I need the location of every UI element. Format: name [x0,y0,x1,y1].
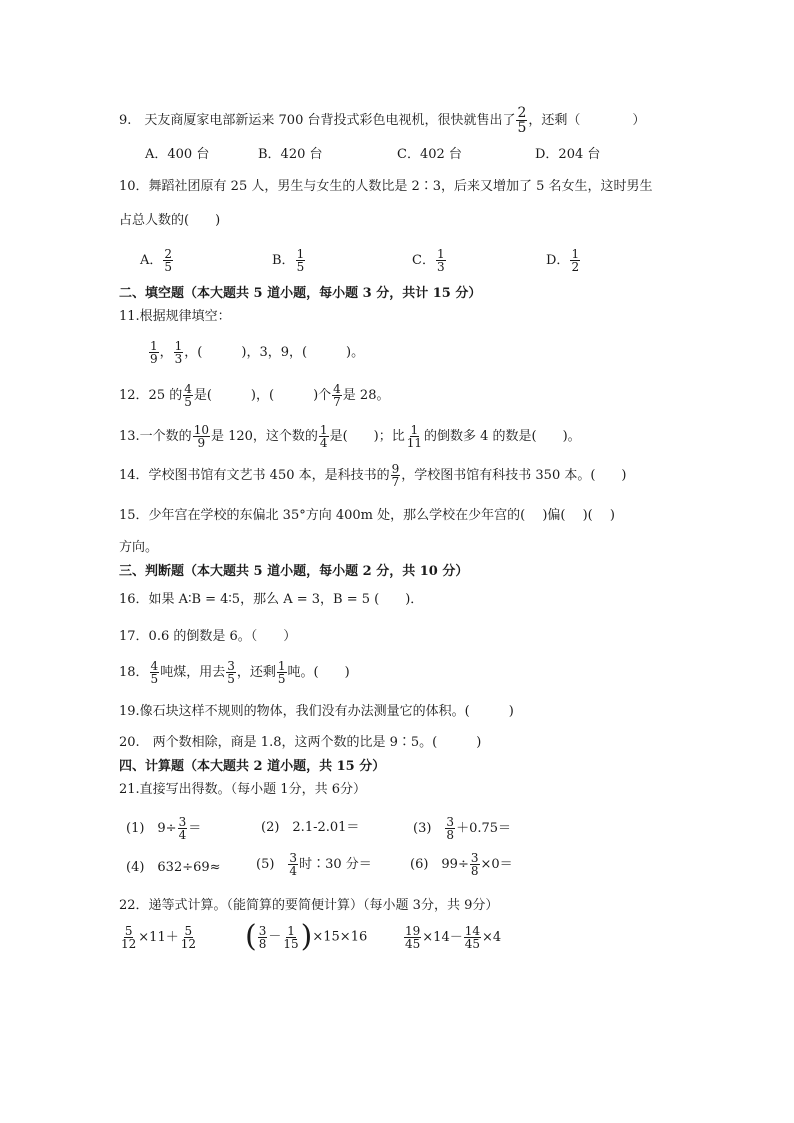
question-14: 14．学校图书馆有文艺书 450 本，是科技书的 $\frac{9}{7}$ ，学校图书馆有科技书 350 本。( ) [119,462,627,489]
question-13: 13.一个数的 $\frac{10}{9}$ 是 120，这个数的 $\frac{1}{4}$ 是( )；比 $\frac{1}{11}$ 的倒数多 4 的数是( )。 [119,423,581,450]
q9-option-b: B．420 台 [258,147,323,162]
q10-option-c: C． $\frac{1}{3}$ [412,247,445,274]
q10-option-a: A． $\frac{2}{5}$ [140,247,173,274]
q21-item-2: (2) 2.1-2.01＝ [261,820,360,835]
question-15-line1: 15．少年宫在学校的东偏北 35°方向 400m 处，那么学校在少年宫的( )偏( )( ) [119,508,615,523]
q9-option-a: A．400 台 [145,147,210,162]
question-12: 12．25 的 $\frac{4}{5}$ 是( )，( )个 $\frac{4}{7}$ 是 28。 [119,382,390,409]
q22-expression-1: $\frac{5}{12}$ ×11＋ $\frac{5}{12}$ [121,924,196,951]
q9-option-c: C．402 台 [397,147,462,162]
question-18: 18． $\frac{4}{5}$ 吨煤，用去 $\frac{3}{5}$ ，还剩 $\frac{1}{5}$ 吨。( ) [119,659,350,686]
q9-tail: ，还剩（ ） [528,113,646,128]
question-17: 17．0.6 的倒数是 6。（ ） [119,629,297,644]
q10-option-d: D． $\frac{1}{2}$ [546,247,580,274]
question-22-title: 22．递等式计算。（能简算的要简便计算）（每小题 3分，共 9分） [119,898,499,913]
q21-item-3: (3) $\frac{3}{8}$ ＋0.75＝ [413,815,512,842]
question-11-body: $\frac{1}{9}$ ， $\frac{1}{3}$ ，( )，3，9，( )。 [150,339,365,366]
question-11-title: 11.根据规律填空： [119,309,231,324]
question-19: 19.像石块这样不规则的物体，我们没有办法测量它的体积。( ) [119,704,514,719]
section-4-heading: 四、计算题（本大题共 2 道小题，共 15 分） [119,759,386,774]
question-10-line1: 10．舞蹈社团原有 25 人，男生与女生的人数比是 2∶3，后来又增加了 5 名女生，这时男生 [119,179,653,194]
question-16: 16．如果 A∶B = 4∶5，那么 A = 3，B = 5 ( )． [119,592,424,607]
q10-option-b: B． $\frac{1}{5}$ [272,247,305,274]
q22-expression-2: ( $\frac{3}{8}$ － $\frac{1}{15}$ )×15×16 [245,919,368,954]
q21-item-1: (1) 9÷ $\frac{3}{4}$ ＝ [126,815,202,842]
q9-option-d: D．204 台 [535,147,601,162]
q21-item-6: (6) 99÷ $\frac{3}{8}$ ×0＝ [410,851,513,878]
question-9 [119,106,645,135]
q21-item-5: (5) $\frac{3}{4}$ 时∶30 分＝ [256,851,372,878]
question-10-line2: 占总人数的( ) [119,213,221,228]
question-21-title: 21.直接写出得数。（每小题 1分，共 6分） [119,782,366,797]
q9-text: 9. 天友商厦家电部新运来 700 台背投式彩色电视机，很快就售出了 [119,113,516,128]
section-3-heading: 三、判断题（本大题共 5 道小题，每小题 2 分，共 10 分） [119,564,469,579]
question-15-line2: 方向。 [119,540,159,555]
section-2-heading: 二、填空题（本大题共 5 道小题，每小题 3 分，共计 15 分） [119,286,482,301]
q9-fraction: $\frac{2}{5}$ [517,105,527,136]
q22-expression-3: $\frac{19}{45}$ ×14－ $\frac{14}{45}$ ×4 [405,924,502,951]
question-20: 20. 两个数相除，商是 1.8，这两个数的比是 9∶5。( ) [119,735,482,750]
q21-item-4: (4) 632÷69≈ [126,860,221,875]
